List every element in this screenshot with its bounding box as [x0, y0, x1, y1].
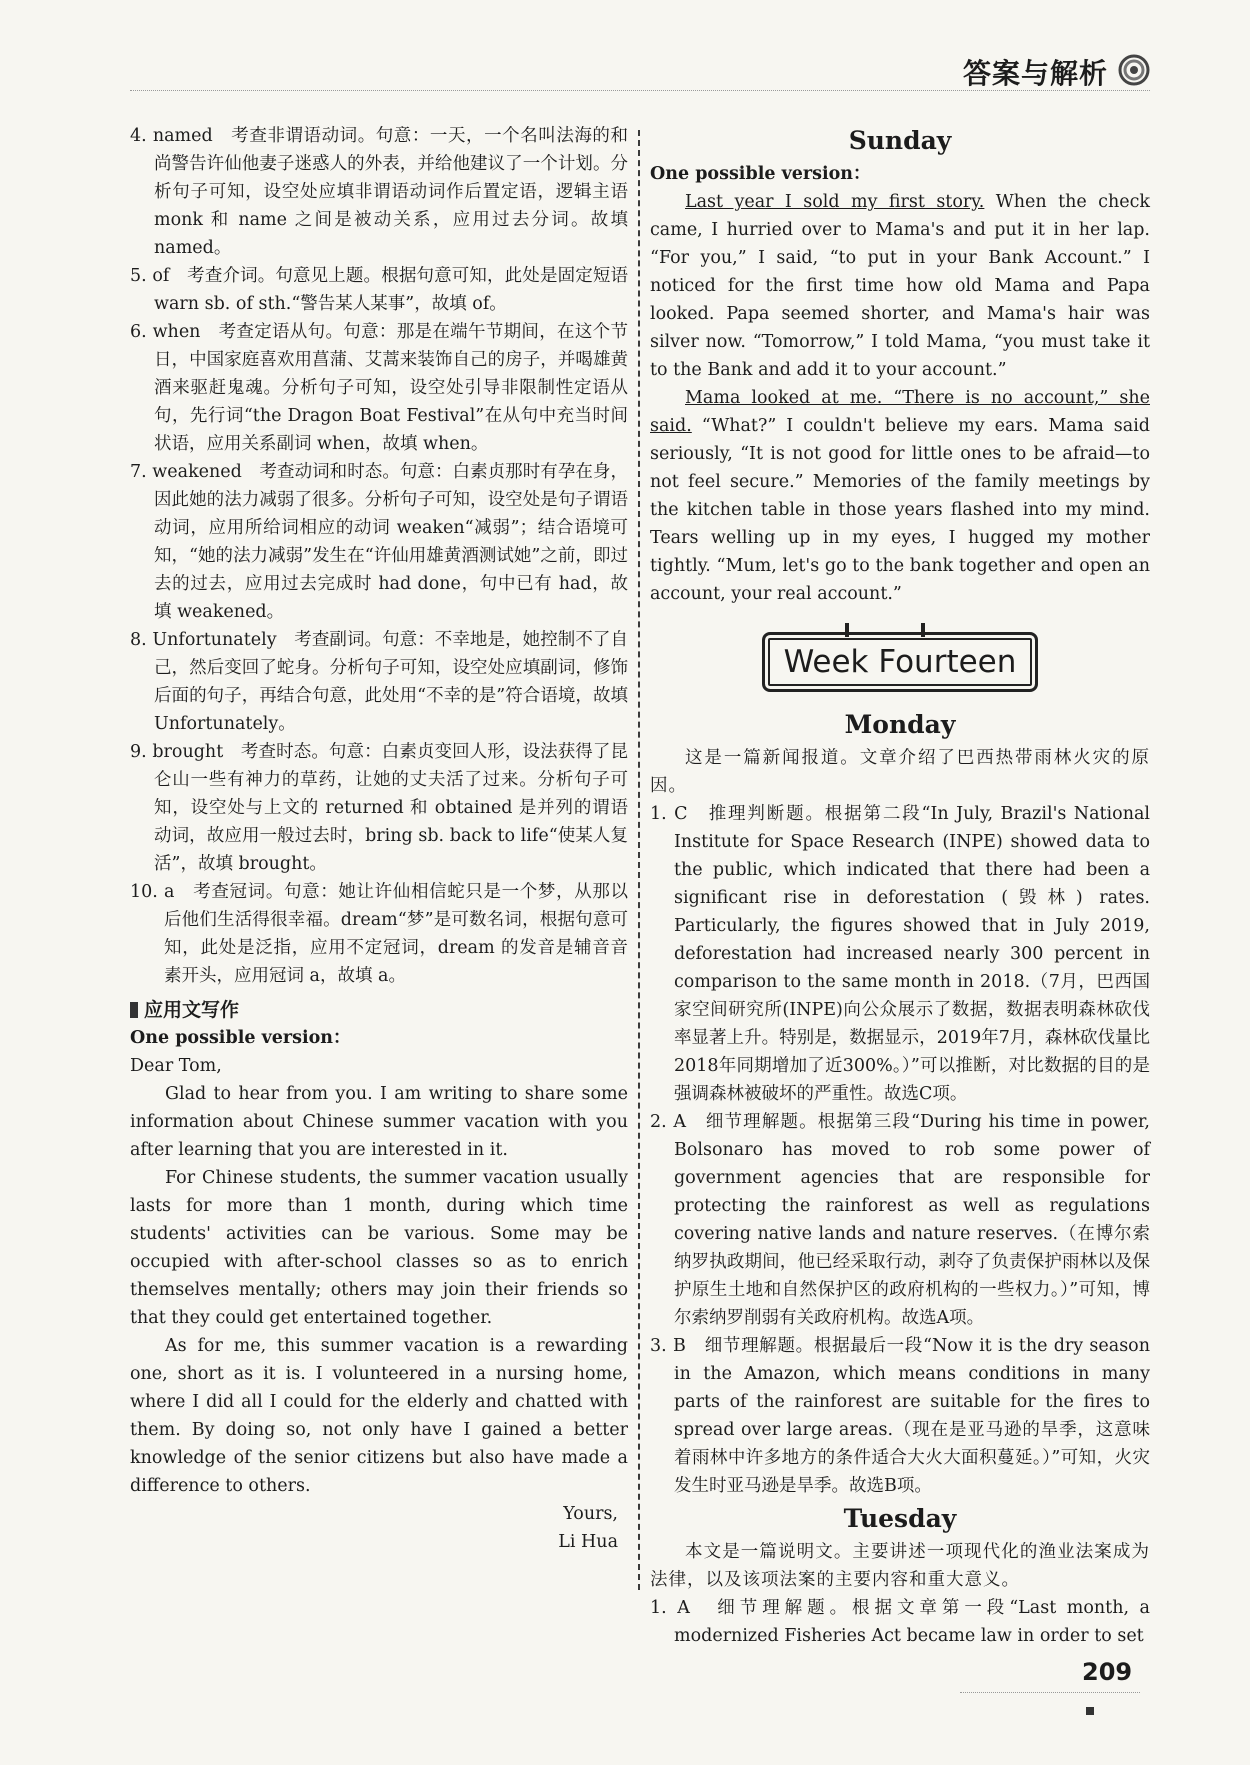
letter-paragraph-2: For Chinese students, the summer vacation usually lasts for more than 1 month, during which time students' activities can be various. Some may be occupied with after-school classes so as to enrich themselves mentally; others may join their friends so that they could get entertained together.	[130, 1168, 628, 1328]
answer-item-7: 7. weakened 考查动词和时态。句意：白素贞那时有孕在身，因此她的法力减弱了很多。分析句子可知，设空处是句子谓语动词，应用所给词相应的动词 weaken“减弱”；结合语境可知，“她的法力减弱”发生在“许仙用雄黄酒测试她”之前，即过去的过去，应用过去完成时 had done，句中已有 had，故填 weakened。	[130, 462, 628, 622]
section-heading	[130, 996, 628, 1024]
week-label: Week Fourteen	[783, 644, 1017, 680]
banner-hook-right	[921, 623, 925, 637]
week-banner	[762, 632, 1038, 692]
section-heading-text: 应用文写作	[144, 999, 240, 1021]
letter-greeting: Dear Tom,	[130, 1056, 222, 1076]
answer-item-4: 4. named 考查非谓语动词。句意：一天，一个名叫法海的和尚警告许仙他妻子迷惑人的外表，并给他建议了一个计划。分析句子可知，设空处应填非谓语动词作后置定语，逻辑主语 monk 和 name 之间是被动关系，应用过去分词。故填 named。	[130, 126, 628, 258]
header-title: 答案与解析	[962, 57, 1108, 90]
answer-item-6: 6. when 考查定语从句。句意：那是在端午节期间，在这个节日，中国家庭喜欢用菖蒲、艾蒿来装饰自己的房子，并喝雄黄酒来驱赶鬼魂。分析句子可知，设空处引导非限制性定语从句，先行词“the Dragon Boat Festival”在从句中充当时间状语，应用关系副词 when，故填 when。	[130, 322, 628, 454]
sunday-version-label: One possible version：	[650, 164, 871, 184]
letter-paragraph-3: As for me, this summer vacation is a rewarding one, short as it is. I volunteered in a nursing home, where I did all I could for the elderly and chatted with them. By doing so, not only have I gained a better knowledge of the senior citizens but also have made a difference to others.	[130, 1336, 628, 1496]
banner-hook-left	[845, 623, 849, 637]
letter-signature: Li Hua	[558, 1532, 618, 1552]
letter-paragraph-1: Glad to hear from you. I am writing to share some information about Chinese summer vacation with you after learning that you are interested in it.	[130, 1084, 628, 1160]
monday-summary: 这是一篇新闻报道。文章介绍了巴西热带雨林火灾的原因。	[650, 748, 1150, 796]
sunday-title: Sunday	[848, 126, 952, 155]
section-marker-icon	[130, 1002, 138, 1018]
monday-answer-3: 3. B 细节理解题。根据最后一段“Now it is the dry season in the Amazon, which means conditions in many parts of the rainforest are suitable for the fires to spread over large areas.（现在是亚马逊的旱季，这意味着雨林中许多地方的条件适合大火大面积蔓延。）”可知，火灾发生时亚马逊是旱季。故选B项。	[650, 1336, 1150, 1496]
page-number: 209	[1082, 1658, 1133, 1686]
monday-answer-1: 1. C 推理判断题。根据第二段“In July, Brazil's National Institute for Space Research (INPE) showed data to the public, which indicated that there had been a significant rise in deforestation (毁林) rates. Particularly, the figures showed that in July 2019, deforestation had increased nearly 300 percent in comparison to the same month in 2018.（7月，巴西国家空间研究所(INPE)向公众展示了数据，数据表明森林砍伐率显著上升。特别是，数据显示，2019年7月，森林砍伐量比2018年同期增加了近300%。）”可以推断，对比数据的目的是强调森林被破坏的严重性。故选C项。	[650, 804, 1150, 1104]
sunday-paragraph-1	[650, 188, 1150, 384]
letter-closing: Yours,	[563, 1504, 618, 1524]
page-footer-rule	[960, 1692, 1140, 1693]
page-header	[130, 48, 1150, 91]
sunday-text-2: “What?” I couldn't believe my ears. Mama said seriously, “It is not good for little ones to be afraid—to not feel secure.” Memories of the family meetings by the kitchen table in those years flashed into my mind. Tears welling up in my eyes, I hugged my mother tightly. “Mum, let's go to the bank together and open an account, your real account.”	[650, 416, 1150, 604]
monday-title: Monday	[844, 710, 956, 739]
answer-item-10: 10. a 考查冠词。句意：她让许仙相信蛇只是一个梦，从那以后他们生活得很幸福。dream“梦”是可数名词，根据句意可知，此处是泛指，应用不定冠词，dream 的发音是辅音音素开头，应用冠词 a，故填 a。	[130, 882, 628, 986]
tuesday-answer-1: 1. A 细节理解题。根据文章第一段“Last month, a modernized Fisheries Act became law in order to set	[650, 1598, 1150, 1646]
answer-item-5: 5. of 考查介词。句意见上题。根据句意可知，此处是固定短语 warn sb. of sth.“警告某人某事”，故填 of。	[130, 266, 628, 314]
sunday-underlined-2: Mama looked at me. “There is no account,” she said.	[650, 388, 1150, 436]
sunday-text-1: When the check came, I hurried over to Mama's and put it in her lap. “For you,” I said, “to put in your Bank Account.” I noticed for the first time how old Mama and Papa looked. Papa seemed shorter, and Mama's hair was silver now. “Tomorrow,” I told Mama, “you must take it to the Bank and add it to your account.”	[650, 192, 1150, 380]
monday-answer-2: 2. A 细节理解题。根据第三段“During his time in power, Bolsonaro has moved to rob some power of government agencies that are responsible for protecting the rainforest as well as regulations covering native lands and nature reserves.（在博尔索纳罗执政期间，他已经采取行动，剥夺了负责保护雨林以及保护原生土地和自然保护区的政府机构的一些权力。）”可知，博尔索纳罗削弱有关政府机构。故选A项。	[650, 1112, 1150, 1328]
tuesday-title: Tuesday	[843, 1504, 957, 1533]
tuesday-summary: 本文是一篇说明文。主要讲述一项现代化的渔业法案成为法律，以及该项法案的主要内容和重大意义。	[650, 1542, 1150, 1590]
sunday-paragraph-2	[650, 384, 1150, 608]
version-label: One possible version：	[130, 1028, 351, 1048]
answer-item-8: 8. Unfortunately 考查副词。句意：不幸地是，她控制不了自己，然后变回了蛇身。分析句子可知，设空处应填副词，修饰后面的句子，再结合句意，此处用“不幸的是”符合语境，故填 Unfortunately。	[130, 630, 628, 734]
answer-item-9: 9. brought 考查时态。句意：白素贞变回人形，设法获得了昆仑山一些有神力的草药，让她的丈夫活了过来。分析句子可知，设空处与上文的 returned 和 obtained 是并列的谓语动词，故应用一般过去时，bring sb. back to life“使某人复活”，故填 brought。	[130, 742, 628, 874]
left-column	[130, 122, 628, 1556]
target-circle-icon	[1118, 54, 1150, 86]
sunday-underlined-1: Last year I sold my first story.	[685, 192, 985, 212]
page-footer-square-icon	[1086, 1707, 1094, 1715]
right-column	[650, 122, 1150, 1650]
column-divider	[638, 130, 640, 1590]
